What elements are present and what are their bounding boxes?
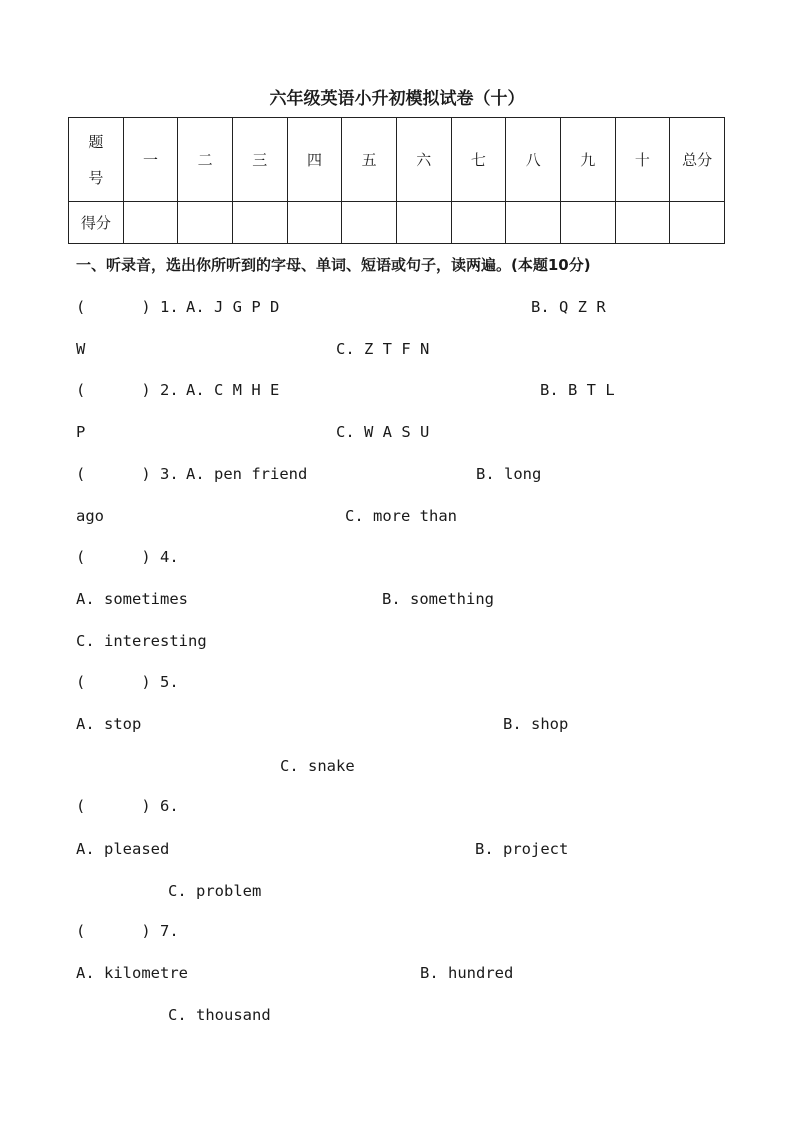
exam-title: 六年级英语小升初模拟试卷（十） — [269, 89, 525, 109]
score-table-header-row — [69, 118, 725, 202]
question-6-prefix: ( ) 6. — [76, 797, 179, 815]
score-cell[interactable] — [123, 202, 178, 244]
question-4-prefix: ( ) 4. — [76, 548, 179, 566]
question-1-option-b-wrap: W — [76, 340, 86, 358]
section-heading: 一、听录音，选出你所听到的字母、单词、短语或句子，读两遍。(本题10分) — [76, 256, 591, 274]
question-2-option-a: A. C M H E — [186, 381, 280, 399]
question-3-option-c: C. more than — [345, 507, 457, 525]
score-cell[interactable] — [560, 202, 615, 244]
question-6-option-b: B. project — [475, 840, 569, 858]
question-5-option-c: C. snake — [280, 757, 355, 775]
score-cell[interactable] — [506, 202, 561, 244]
question-3-option-b: B. long — [476, 465, 542, 483]
score-table-header-cell: 五 — [342, 118, 397, 202]
question-1-option-a: A. J G P D — [186, 298, 280, 316]
question-1-prefix: ( ) 1. — [76, 298, 179, 316]
score-cell[interactable] — [287, 202, 342, 244]
question-4-option-b: B. something — [382, 590, 494, 608]
score-table-header-cell: 八 — [506, 118, 561, 202]
question-3-option-a: A. pen friend — [186, 465, 308, 483]
question-6-option-a: A. pleased — [76, 840, 170, 858]
question-5-option-b: B. shop — [503, 715, 569, 733]
score-cell[interactable] — [670, 202, 725, 244]
question-7-prefix: ( ) 7. — [76, 922, 179, 940]
score-cell[interactable] — [396, 202, 451, 244]
score-row-label: 得分 — [69, 202, 124, 244]
score-table — [68, 117, 725, 244]
score-table-score-row — [69, 202, 725, 244]
question-7-option-a: A. kilometre — [76, 964, 188, 982]
question-1-option-c: C. Z T F N — [336, 340, 430, 358]
score-table-header-cell: 十 — [615, 118, 670, 202]
score-table-header-cell: 三 — [232, 118, 287, 202]
score-cell[interactable] — [451, 202, 506, 244]
question-2-option-b: B. B T L — [540, 381, 615, 399]
score-cell[interactable] — [615, 202, 670, 244]
question-3-prefix: ( ) 3. — [76, 465, 179, 483]
question-4-option-c: C. interesting — [76, 632, 207, 650]
question-5-prefix: ( ) 5. — [76, 673, 179, 691]
score-cell[interactable] — [178, 202, 233, 244]
score-table-header-label: 题 号 — [69, 118, 124, 202]
question-1-option-b: B. Q Z R — [531, 298, 606, 316]
score-table-header-cell: 二 — [178, 118, 233, 202]
question-7-option-b: B. hundred — [420, 964, 514, 982]
score-table-header-cell: 一 — [123, 118, 178, 202]
score-cell[interactable] — [232, 202, 287, 244]
score-table-header-cell: 九 — [560, 118, 615, 202]
question-2-option-b-wrap: P — [76, 423, 86, 441]
score-table-header-cell: 总分 — [670, 118, 725, 202]
question-6-option-c: C. problem — [168, 882, 262, 900]
question-2-prefix: ( ) 2. — [76, 381, 179, 399]
question-7-option-c: C. thousand — [168, 1006, 271, 1024]
question-3-option-b-wrap: ago — [76, 507, 104, 525]
score-table-header-cell: 六 — [396, 118, 451, 202]
question-4-option-a: A. sometimes — [76, 590, 188, 608]
score-table-header-cell: 七 — [451, 118, 506, 202]
question-5-option-a: A. stop — [76, 715, 142, 733]
score-table-header-cell: 四 — [287, 118, 342, 202]
score-cell[interactable] — [342, 202, 397, 244]
question-2-option-c: C. W A S U — [336, 423, 430, 441]
